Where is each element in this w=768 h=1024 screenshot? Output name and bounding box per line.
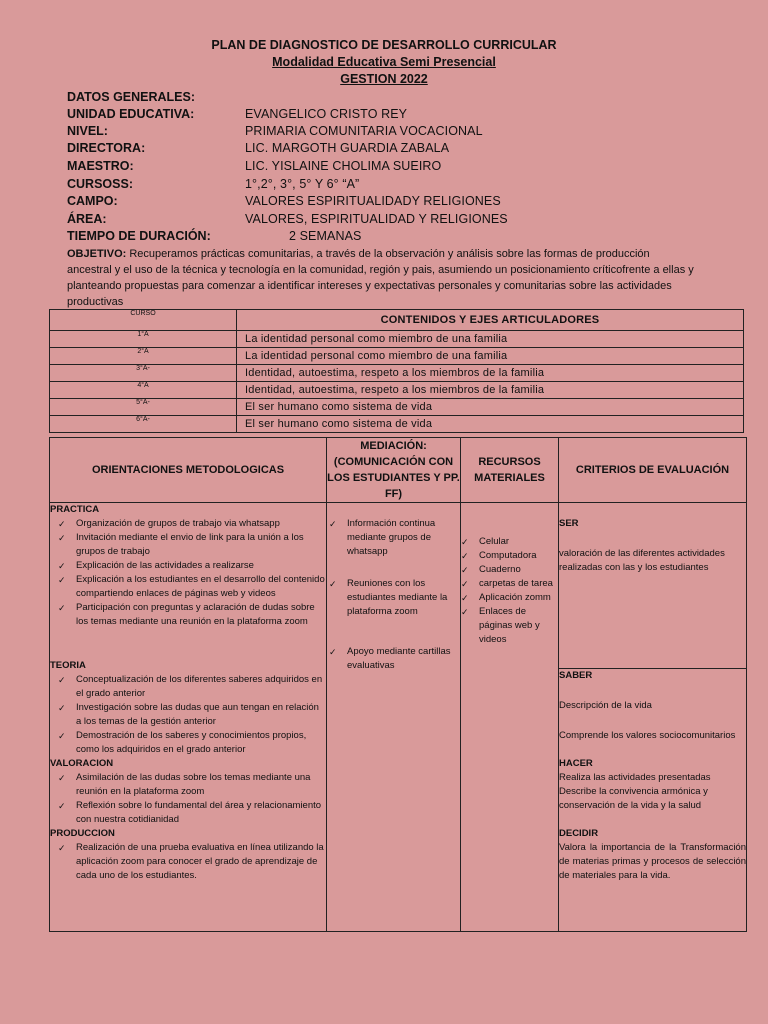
table-row	[50, 382, 744, 399]
list-item: ✓ Realización de una prueba evaluativa en línea utilizando la aplicación zoom para conocer el grado de aprendizaje de cada uno de los estudiantes.	[58, 842, 324, 881]
field-value: EVANGELICO CRISTO REY	[245, 107, 408, 121]
document-page: PLAN DE DIAGNOSTICO DE DESARROLLO CURRICULAR Modalidad Educativa Semi Presencial GESTION 2022 DATOS GENERALES: UNIDAD EDUCATIVA: EVANGELICO CRISTO REY NIVEL: PRIMARIA COMUNITARIA VOCACIONAL DIRECTORA: LIC. MARGOTH GUARDIA ZABALA MAESTRO: LIC. YISLAINE CHOLIMA SUEIRO CURSOSS: 1°,2°, 3°, 5° Y 6° “A” CAMPO: VALORES ESPIRITUALIDADY RELIGIONES ÁREA: VALORES, ESPIRITUALIDAD Y RELIGIONES TIEMPO DE DURACIÓN: 2 SEMANAS OBJETIVO: Recuperamos prácticas comunitarias, a través de la observación y análisis sobre las formas de producción ancestral y el uso de la técnica y tecnología en la comunidad, región y pais, asumiendo un posicionamiento críticofrente a ellas y planteando propuestas para comenzar a identificar intereses y expectativas personales y comunitarias sobre las actividades productivas CURSO CONTENIDOS Y EJES ARTICULADORES 1°A La identidad personal como miembro de una familia 2°A La identidad personal como miembro de una familia 3°A- Identidad, autoestima, respeto a los miembros de la familia 4°A Identidad, autoestima, respeto a los miembros de la familia 5°A- El ser humano como sistema de vida 6°A- El ser humano como sistema de vida ORIENTACIONES METODOLOGICAS MEDIACIÓN: (COMUNICACIÓN CON LOS ESTUDIANTES Y PP. FF) RECURSOS MATERIALES CRITERIOS DE EVALUACIÓN PRACTICA ✓ Organización de grupos de trabajo via whatsapp ✓ Invitación mediante el envio de link para la unión a los grupos de trabajo ✓ Explicación de las actividades a realizarse ✓ Explicación a los estudiantes en el desarrollo del contenido compartiendo enlaces de páginas web y videos ✓ Participación con preguntas y aclaración de dudas sobre los temas mediante una reunión en la plataforma zoom TEORIA ✓ Conceptualización de los diferentes saberes adquiridos en el grado anterior ✓ Investigación sobre las dudas que aun tengan en relación a los temas de la gestión anterior ✓ Demostración de los saberes y conocimientos propios, como los adquiridos en el grado anterior VALORACION ✓ Asimilación de las dudas sobre los temas mediante una reunión en la plataforma zoom ✓ Reflexión sobre lo fundamental del área y relacionamiento con nuestra cotidianidad PRODUCCION ✓ Realización de una prueba evaluativa en línea utilizando la aplicación zoom para conocer el grado de aprendizaje de cada uno de los estudiantes. ✓ Información continua mediante grupos de whatsapp ✓ Reuniones con los estudiantes mediante la plataforma zoom ✓ Apoyo mediante cartillas evaluativas ✓ Celular ✓ Computadora ✓ Cuaderno ✓ carpetas de tarea ✓ Aplicación zomm ✓ Enlaces de páginas web y videos SER valoración de las diferentes actividades realizadas con las y los estudiantes SABER Descripción de la vida Comprende los valores sociocomunitarios HACER Realiza las actividades presentadas Describe la convivencia armónica y conservación de la vida y la salud DECIDIR Valora la importancia de la Transformación de materias primas y procesos de selección de materiales para la vida.	[0, 0, 768, 1024]
list-item: ✓ Información continua mediante grupos de whatsapp	[329, 518, 436, 557]
orientaciones-cell	[50, 503, 327, 932]
check-icon: ✓	[58, 843, 66, 853]
list-item: ✓ Aplicación zomm	[461, 592, 551, 603]
table-row	[50, 365, 744, 382]
field-label: ÁREA:	[67, 212, 107, 226]
check-icon: ✓	[461, 565, 469, 575]
list-item: ✓ Demostración de los saberes y conocimientos propios, como los adquiridos en el grado anterior	[58, 730, 307, 755]
list-item: ✓ Computadora	[461, 550, 537, 561]
check-icon: ✓	[58, 575, 66, 585]
objective-paragraph	[67, 246, 697, 310]
list-item: ✓ Apoyo mediante cartillas evaluativas	[329, 646, 451, 671]
check-icon: ✓	[329, 579, 337, 589]
curso-cell: 2°A	[50, 348, 237, 365]
contenido-cell: Identidad, autoestima, respeto a los miembros de la familia	[237, 365, 744, 382]
field-label: DIRECTORA:	[67, 141, 146, 155]
check-icon: ✓	[329, 519, 337, 529]
produccion-title: PRODUCCION	[50, 828, 115, 839]
check-icon: ✓	[58, 773, 66, 783]
hacer-text-2: Describe la convivencia armónica y conservación de la vida y la salud	[559, 786, 708, 811]
criterios-ser-cell	[559, 503, 747, 669]
field-value: VALORES, ESPIRITUALIDAD Y RELIGIONES	[245, 212, 508, 226]
document-title: PLAN DE DIAGNOSTICO DE DESARROLLO CURRICULAR	[211, 38, 557, 52]
list-item: ✓ Investigación sobre las dudas que aun tengan en relación a los temas de la gestión anterior	[58, 702, 319, 727]
check-icon: ✓	[461, 593, 469, 603]
contenidos-table	[49, 309, 744, 433]
field-value: VALORES ESPIRITUALIDADY RELIGIONES	[245, 194, 501, 208]
hacer-title: HACER	[559, 758, 593, 769]
practica-list	[50, 517, 326, 629]
field-label: UNIDAD EDUCATIVA:	[67, 107, 195, 121]
contenido-cell: La identidad personal como miembro de una familia	[237, 331, 744, 348]
list-item: ✓ Celular	[461, 536, 510, 547]
gestion-label: GESTION 2022	[340, 72, 428, 86]
valoracion-list	[50, 771, 326, 827]
check-icon: ✓	[329, 647, 337, 657]
decidir-text: Valora la importancia de la Transformación de materias primas y procesos de selección de materiales para la vida.	[559, 842, 746, 881]
table-row	[50, 416, 744, 433]
field-label: MAESTRO:	[67, 159, 134, 173]
plan-table	[49, 437, 747, 932]
list-item: ✓ Conceptualización de los diferentes saberes adquiridos en el grado anterior	[58, 674, 323, 699]
mediacion-header: MEDIACIÓN: (COMUNICACIÓN CON LOS ESTUDIANTES Y PP. FF)	[327, 438, 461, 503]
field-value: PRIMARIA COMUNITARIA VOCACIONAL	[245, 124, 483, 138]
recursos-list	[461, 535, 558, 647]
curso-cell: 5°A-	[50, 399, 237, 416]
field-value: LIC. MARGOTH GUARDIA ZABALA	[245, 141, 450, 155]
check-icon: ✓	[461, 551, 469, 561]
ser-text: valoración de las diferentes actividades realizadas con las y los estudiantes	[559, 548, 725, 573]
check-icon: ✓	[58, 703, 66, 713]
list-item: ✓ Cuaderno	[461, 564, 521, 575]
curso-header: CURSO	[50, 310, 237, 331]
list-item: ✓ Participación con preguntas y aclaración de dudas sobre los temas mediante una reunión en la plataforma zoom	[58, 602, 315, 627]
list-item: ✓ Organización de grupos de trabajo via whatsapp	[58, 518, 280, 529]
saber-text-2: Comprende los valores sociocomunitarios	[559, 730, 736, 741]
check-icon: ✓	[58, 731, 66, 741]
field-label: CAMPO:	[67, 194, 118, 208]
table-row	[50, 348, 744, 365]
recursos-header: RECURSOS MATERIALES	[461, 438, 559, 503]
practica-title: PRACTICA	[50, 504, 100, 515]
field-value: 2 SEMANAS	[289, 229, 362, 243]
check-icon: ✓	[58, 519, 66, 529]
contenidos-header: CONTENIDOS Y EJES ARTICULADORES	[237, 310, 744, 331]
criterios-rest-cell	[559, 669, 747, 932]
curso-cell: 3°A-	[50, 365, 237, 382]
check-icon: ✓	[461, 579, 469, 589]
check-icon: ✓	[58, 603, 66, 613]
saber-text-1: Descripción de la vida	[559, 700, 652, 711]
field-label: NIVEL:	[67, 124, 108, 138]
contenido-cell: El ser humano como sistema de vida	[237, 416, 744, 433]
field-label: TIEMPO DE DURACIÓN:	[67, 229, 211, 243]
check-icon: ✓	[461, 607, 469, 617]
curso-cell: 1°A	[50, 331, 237, 348]
table-header-row	[50, 310, 744, 331]
check-icon: ✓	[58, 801, 66, 811]
field-value: LIC. YISLAINE CHOLIMA SUEIRO	[245, 159, 442, 173]
field-label: CURSOSS:	[67, 177, 133, 191]
hacer-text-1: Realiza las actividades presentadas	[559, 772, 711, 783]
plan-body-row	[50, 503, 747, 669]
list-item: ✓ carpetas de tarea	[461, 578, 553, 589]
teoria-list	[50, 673, 326, 757]
plan-header-row	[50, 438, 747, 503]
document-subtitle: Modalidad Educativa Semi Presencial	[272, 55, 496, 69]
contenido-cell: La identidad personal como miembro de una familia	[237, 348, 744, 365]
list-item: ✓ Reuniones con los estudiantes mediante la plataforma zoom	[329, 578, 448, 617]
check-icon: ✓	[58, 561, 66, 571]
mediacion-list	[327, 517, 460, 673]
valoracion-title: VALORACION	[50, 758, 114, 769]
list-item: ✓ Enlaces de páginas web y videos	[461, 606, 540, 645]
ser-title: SER	[559, 518, 579, 529]
teoria-title: TEORIA	[50, 660, 86, 671]
check-icon: ✓	[58, 675, 66, 685]
contenido-cell: Identidad, autoestima, respeto a los miembros de la familia	[237, 382, 744, 399]
table-row	[50, 399, 744, 416]
list-item: ✓ Reflexión sobre lo fundamental del área y relacionamiento con nuestra cotidianidad	[58, 800, 322, 825]
objective-text: Recuperamos prácticas comunitarias, a través de la observación y análisis sobre las formas de producción ancestral y el uso de la técnica y tecnología en la comunidad, región y pais, asumiendo un posicionamiento críticofrente a ellas y planteando propuestas para comenzar a identificar intereses y expectativas personales y comunitarias sobre las actividades productivas	[67, 248, 694, 308]
contenido-cell: El ser humano como sistema de vida	[237, 399, 744, 416]
list-item: ✓ Invitación mediante el envio de link para la unión a los grupos de trabajo	[58, 532, 304, 557]
curso-cell: 4°A	[50, 382, 237, 399]
table-row	[50, 331, 744, 348]
orientaciones-header: ORIENTACIONES METODOLOGICAS	[50, 438, 327, 503]
objective-label: OBJETIVO:	[67, 248, 127, 260]
produccion-list	[50, 841, 326, 883]
mediacion-cell	[327, 503, 461, 932]
check-icon: ✓	[461, 537, 469, 547]
recursos-cell	[461, 503, 559, 932]
decidir-title: DECIDIR	[559, 828, 599, 839]
list-item: ✓ Explicación de las actividades a realizarse	[58, 560, 254, 571]
criterios-header: CRITERIOS DE EVALUACIÓN	[559, 438, 747, 503]
list-item: ✓ Explicación a los estudiantes en el desarrollo del contenido compartiendo enlaces de páginas web y videos	[58, 574, 325, 599]
field-value: 1°,2°, 3°, 5° Y 6° “A”	[245, 177, 360, 191]
saber-title: SABER	[559, 670, 593, 681]
list-item: ✓ Asimilación de las dudas sobre los temas mediante una reunión en la plataforma zoom	[58, 772, 311, 797]
curso-cell: 6°A-	[50, 416, 237, 433]
check-icon: ✓	[58, 533, 66, 543]
